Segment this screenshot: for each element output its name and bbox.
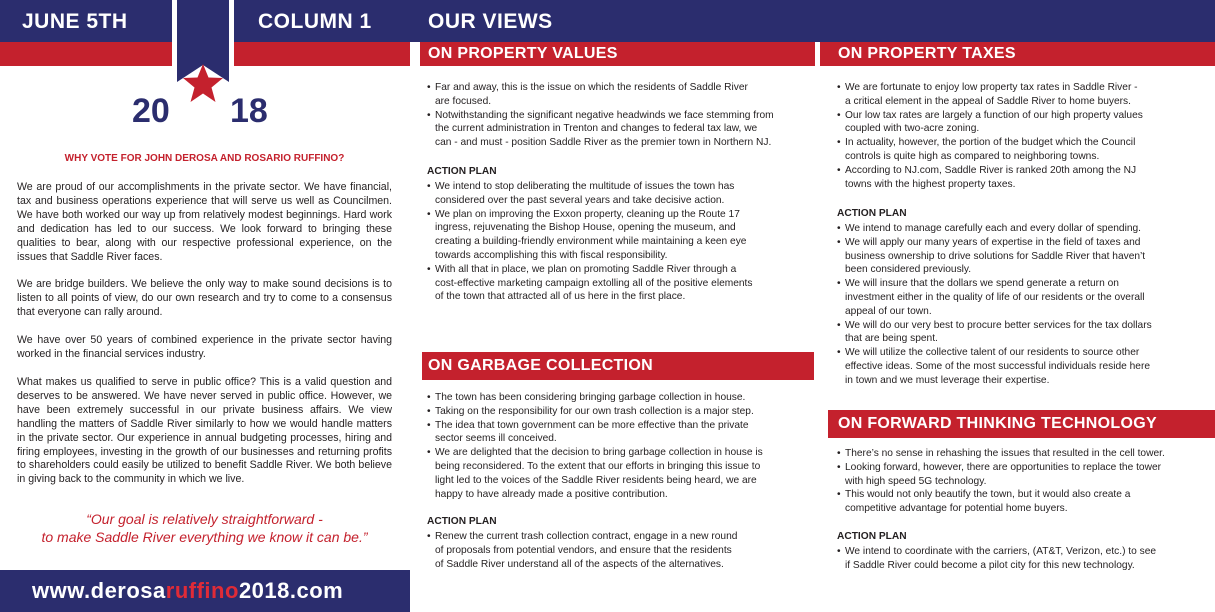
technology-bullet-item [837, 447, 1212, 461]
garbage-bullet-item [427, 446, 812, 501]
property-values-plan-line: considered over the past several years and take decisive action. [435, 194, 725, 206]
left-heading: WHY VOTE FOR JOHN DEROSA AND ROSARIO RUFFINO? [64, 153, 345, 164]
property-taxes-list [837, 81, 1212, 191]
property-taxes-plan-label: ACTION PLAN [837, 208, 907, 219]
garbage-plan-line: of Saddle River understand all of the aspects of the alternatives. [435, 558, 724, 570]
technology-bullet-item [837, 461, 1212, 489]
property-values-plan-label: ACTION PLAN [427, 166, 497, 177]
property-taxes-plan-line: in town and we must leverage their expertise. [845, 374, 1050, 386]
property-taxes-plan-item [837, 222, 1212, 236]
property-taxes-bullet-line: coupled with two-acre zoning. [845, 123, 980, 135]
property-values-plan-item [427, 263, 812, 304]
property-values-list [427, 81, 812, 150]
website-link[interactable] [32, 578, 343, 604]
garbage-bullet-line: • Taking on the responsibility for our own trash collection is a major step. [435, 405, 754, 417]
property-taxes-plan-line: appeal of our town. [845, 305, 932, 317]
property-values-bullet-line: the current administration in Trenton and changes to federal tax law, we [435, 123, 758, 135]
property-taxes-bullet-item [837, 164, 1212, 192]
section-title-property-taxes: ON PROPERTY TAXES [838, 45, 1016, 62]
garbage-plan-item [427, 530, 812, 571]
technology-bullet-item [837, 488, 1212, 516]
property-taxes-plan-item [837, 346, 1212, 387]
header-title: OUR VIEWS [428, 10, 553, 33]
property-taxes-bullet-line: controls is quite high as compared to neighboring towns. [845, 150, 1100, 162]
header-date: JUNE 5TH [22, 10, 128, 33]
property-values-bullet-line: • Far and away, this is the issue on which the residents of Saddle River [435, 82, 748, 93]
property-values-bullet-item [427, 81, 812, 109]
property-taxes-bullet-line: a critical element in the appeal of Saddle River to home buyers. [845, 95, 1131, 107]
property-values-bullet-item [427, 109, 812, 150]
technology-bullet-line: • Looking forward, however, there are opportunities to replace the tower [845, 461, 1161, 473]
property-taxes-plan-line: • We will do our very best to procure better services for the tax dollars [845, 319, 1152, 331]
quote-line-1: “Our goal is relatively straightforward - [86, 511, 323, 527]
section-title-garbage: ON GARBAGE COLLECTION [428, 357, 653, 374]
property-taxes-plan-line: investment either in the quality of life of our residents or the overall [845, 291, 1145, 303]
property-values-plan-line: • We plan on improving the Exxon property, cleaning up the Route 17 [435, 208, 740, 220]
garbage-plan-line: • Renew the current trash collection contract, engage in a new round [435, 531, 738, 542]
garbage-plan-line: of proposals from potential vendors, and ensure that the residents [435, 544, 732, 556]
garbage-bullet-line: • The town has been considering bringing garbage collection in house. [435, 392, 746, 403]
campaign-quote [17, 510, 392, 546]
property-taxes-bullet-line: • According to NJ.com, Saddle River is ranked 20th among the NJ [845, 164, 1137, 176]
property-taxes-plan-line: been considered previously. [845, 264, 972, 276]
property-taxes-bullet-item [837, 109, 1212, 137]
garbage-bullet-line: being reconsidered. To the extent that our efforts in bringing this issue to [435, 460, 761, 472]
property-values-plan-line: • With all that in place, we plan on promoting Saddle River through a [435, 263, 737, 275]
left-paragraph-3: We have over 50 years of combined experience in the private sector having worked in the financial services industry. [17, 334, 392, 360]
property-taxes-plan-line: business ownership to drive solutions for Saddle River that haven’t [845, 250, 1146, 262]
garbage-bullet-line: light led to the voices of the Saddle River residents being heard, we are [435, 474, 757, 486]
garbage-bullet-line: happy to have already made a positive contribution. [435, 488, 668, 500]
property-taxes-bullet-line: • In actuality, however, the portion of the budget which the Council [845, 137, 1136, 149]
year-left: 20 [132, 92, 170, 130]
garbage-bullet-item [427, 405, 812, 419]
property-values-plan-line: towards accomplishing this with fiscal responsibility. [435, 249, 668, 261]
url-part-2: ruffino [165, 578, 239, 603]
property-values-plan-line: • We intend to stop deliberating the multitude of issues the town has [435, 181, 735, 192]
property-taxes-plan-list [837, 222, 1212, 388]
year-logo [132, 92, 282, 132]
property-taxes-plan-line: effective ideas. Some of the most successful individuals reside here [845, 360, 1151, 372]
garbage-bullet-line: • The idea that town government can be more effective than the private [435, 419, 749, 431]
property-taxes-plan-line: • We intend to manage carefully each and every dollar of spending. [845, 223, 1141, 234]
property-taxes-bullet-item [837, 81, 1212, 109]
garbage-bullet-item [427, 391, 812, 405]
property-taxes-bullet-line: • We are fortunate to enjoy low property tax rates in Saddle River - [845, 82, 1138, 93]
left-paragraph-1: We are proud of our accomplishments in the private sector. We have financial, tax and business operations experience that will serve us well as Councilmen. We have both worked our way up from relatively modest beginnings. Hard work and dedication has led to our success. We look forward to bringing these qualities to bear, along with our respective professional experience, on the issues that Saddle River faces. [17, 181, 392, 263]
property-taxes-bullet-item [837, 136, 1212, 164]
header-column: COLUMN 1 [258, 10, 372, 33]
section-title-technology: ON FORWARD THINKING TECHNOLOGY [838, 415, 1157, 432]
property-values-plan-line: cost-effective marketing campaign extolling all of the positive elements [435, 277, 753, 289]
quote-line-2: to make Saddle River everything we know it can be.” [41, 529, 368, 545]
technology-plan-item [837, 545, 1212, 573]
technology-bullet-line: • There’s no sense in rehashing the issues that resulted in the cell tower. [845, 448, 1165, 459]
property-values-bullet-line: • Notwithstanding the significant negative headwinds we face stemming from [435, 109, 774, 121]
technology-bullet-line: competitive advantage for potential home buyers. [845, 503, 1068, 515]
technology-plan-label: ACTION PLAN [837, 531, 907, 542]
property-taxes-plan-line: that are being spent. [845, 333, 938, 345]
technology-plan-line: if Saddle River could become a pilot city for this new technology. [845, 559, 1135, 571]
url-part-1: www.derosa [32, 578, 166, 603]
property-values-bullet-line: are focused. [435, 95, 492, 107]
property-taxes-plan-item [837, 236, 1212, 277]
property-taxes-plan-item [837, 319, 1212, 347]
section-title-property-values: ON PROPERTY VALUES [428, 45, 618, 62]
garbage-plan-list [427, 530, 812, 571]
property-values-plan-item [427, 180, 812, 208]
garbage-bullet-item [427, 419, 812, 447]
technology-plan-line: • We intend to coordinate with the carriers, (AT&T, Verizon, etc.) to see [845, 546, 1157, 557]
property-taxes-plan-item [837, 277, 1212, 318]
property-values-plan-line: ingress, rejuvenating the Bishop House, opening the museum, and [435, 222, 736, 234]
url-part-3: 2018.com [238, 578, 344, 603]
left-paragraph-4: What makes us qualified to serve in public office? This is a valid question and deserves to be answered. We have never served in public office. However, we have been extremely successful in our private business affairs. We view handling the matters of Saddle River similarly to how we would handle matters in the private sector. Our experience in annual budgeting processes, hiring and firing employees, investing in the growth of our businesses and returning profits to shareholders could easily be utilized to benefit Saddle River. We both believe in giving back to the community in which we live. [17, 376, 392, 486]
technology-bullet-line: • This would not only beautify the town, but it would also create a [845, 489, 1131, 501]
garbage-plan-label: ACTION PLAN [427, 516, 497, 527]
property-values-bullet-line: can - and must - position Saddle River as the premier town in Northern NJ. [435, 137, 772, 149]
left-paragraph-2: We are bridge builders. We believe the only way to make sound decisions is to listen to all points of view, do our own research and try to come to a consensus that everyone can rally around. [17, 278, 392, 318]
property-taxes-plan-line: • We will insure that the dollars we spend generate a return on [845, 278, 1119, 290]
property-taxes-bullet-line: towns with the highest property taxes. [845, 178, 1016, 190]
property-taxes-plan-line: • We will apply our many years of expertise in the field of taxes and [845, 236, 1141, 248]
property-values-plan-list [427, 180, 812, 304]
property-taxes-plan-line: • We will utilize the collective talent of our residents to source other [845, 347, 1140, 359]
property-values-plan-item [427, 208, 812, 263]
footer-bar [0, 570, 410, 612]
technology-list [837, 447, 1212, 516]
garbage-list [427, 391, 812, 501]
technology-bullet-line: with high speed 5G technology. [845, 475, 987, 487]
garbage-bullet-line: • We are delighted that the decision to bring garbage collection in house is [435, 447, 763, 459]
property-values-plan-line: of the town that attracted all of us here in the first place. [435, 291, 686, 303]
technology-plan-list [837, 545, 1212, 573]
garbage-bullet-line: sector seems ill conceived. [435, 433, 557, 445]
property-values-plan-line: creating a building-friendly environment while maintaining a keen eye [435, 236, 747, 248]
year-right: 18 [230, 92, 268, 130]
property-taxes-bullet-line: • Our low tax rates are largely a function of our high property values [845, 109, 1143, 121]
